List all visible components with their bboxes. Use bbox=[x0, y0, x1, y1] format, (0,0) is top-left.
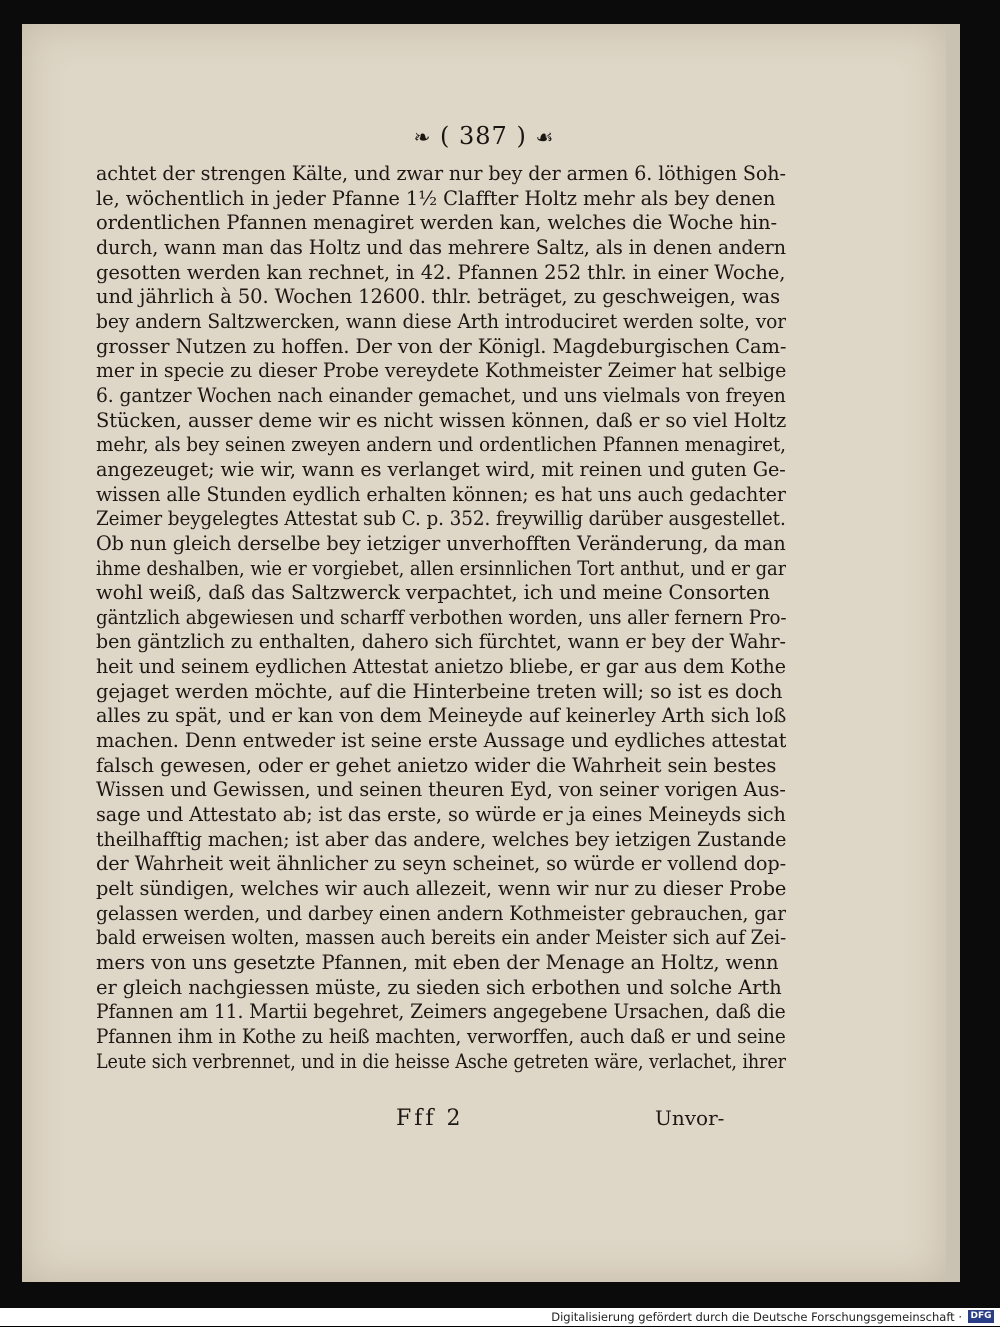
footer-bar bbox=[0, 1308, 1000, 1326]
text-line: gejaget werden möchte, auf die Hinterbeine treten will; so ist es doch bbox=[96, 679, 783, 703]
text-line: achtet der strengen Kälte, und zwar nur bey der armen 6. löthigen Soh- bbox=[96, 162, 786, 185]
text-line: und jährlich à 50. Wochen 12600. thlr. beträget, zu geschweigen, was bbox=[96, 285, 780, 309]
body-text bbox=[96, 162, 786, 1074]
text-line: machen. Denn entweder ist seine erste Aussage und eydliches attestat bbox=[96, 729, 787, 753]
text-line: mers von uns gesetzte Pfannen, mit eben der Menage an Holtz, wenn bbox=[96, 951, 779, 974]
text-line: alles zu spät, und er kan von dem Meineyde auf keinerley Arth sich loß bbox=[96, 704, 787, 728]
ornament-right-icon: ☙ bbox=[535, 125, 555, 149]
text-line: pelt sündigen, welches wir auch allezeit, wenn wir nur zu dieser Probe bbox=[96, 877, 786, 901]
text-line: Stücken, ausser deme wir es nicht wissen können, daß er so viel Holtz bbox=[96, 408, 787, 432]
text-line: bey andern Saltzwercken, wann diese Arth introduciret werden solte, vor bbox=[96, 309, 786, 333]
text-line: wissen alle Stunden eydlich erhalten können; es hat uns auch gedachter bbox=[96, 482, 786, 506]
text-line: gelassen werden, und darbey einen andern Kothmeister gebrauchen, gar bbox=[96, 901, 786, 925]
text-line: gesotten werden kan rechnet, in 42. Pfannen 252 thlr. in einer Woche, bbox=[96, 260, 786, 284]
dfg-logo-icon: DFG bbox=[968, 1310, 994, 1323]
text-line: der Wahrheit weit ähnlicher zu seyn scheinet, so würde er vollend dop- bbox=[96, 852, 786, 876]
text-line: le, wöchentlich in jeder Pfanne 1½ Claffter Holtz mehr als bey denen bbox=[96, 186, 776, 210]
text-line: ordentlichen Pfannen menagiret werden kan, welches die Woche hin- bbox=[96, 211, 777, 235]
text-line: wohl weiß, daß das Saltzwerck verpachtet, ich und meine Consorten bbox=[96, 581, 770, 605]
text-line: Pfannen ihm in Kothe zu heiß machten, verworffen, auch daß er und seine bbox=[96, 1024, 786, 1048]
text-line: angezeuget; wie wir, wann es verlanget wird, mit reinen und guten Ge- bbox=[96, 457, 786, 481]
text-line: ihme deshalben, wie er vorgiebet, allen ersinnlichen Tort anthut, und er gar bbox=[96, 556, 786, 580]
catchword: Unvor- bbox=[655, 1106, 725, 1130]
text-line: sage und Attestato ab; ist das erste, so würde er ja eines Meineyds sich bbox=[96, 803, 786, 827]
text-line: theilhafftig machen; ist aber das andere, welches bey ietzigen Zustande bbox=[96, 827, 786, 851]
text-line: mehr, als bey seinen zweyen andern und ordentlichen Pfannen menagiret, bbox=[96, 433, 786, 457]
text-line: Pfannen am 11. Martii begehret, Zeimers angegebene Ursachen, daß die bbox=[96, 1000, 786, 1024]
text-line: mer in specie zu dieser Probe vereydete Kothmeister Zeimer hat selbige bbox=[96, 359, 786, 383]
text-line: bald erweisen wolten, massen auch bereits ein ander Meister sich auf Zei- bbox=[96, 926, 786, 950]
text-line: Zeimer beygelegtes Attestat sub C. p. 352. freywillig darüber ausgestellet. bbox=[96, 507, 786, 531]
ornament-left-icon: ❧ bbox=[413, 125, 432, 149]
page-edge bbox=[946, 24, 960, 1282]
text-line: er gleich nachgiessen müste, zu sieden sich erbothen und solche Arth bbox=[96, 975, 782, 999]
text-line: Wissen und Gewissen, und seinen theuren Eyd, von seiner vorigen Aus- bbox=[96, 778, 786, 802]
funding-credit: Digitalisierung gefördert durch die Deutsche Forschungsgemeinschaft · bbox=[551, 1310, 962, 1324]
text-line: gäntzlich abgewiesen und scharff verbothen worden, uns aller fernern Pro- bbox=[96, 605, 787, 629]
text-line: durch, wann man das Holtz und das mehrere Saltz, als in denen andern bbox=[96, 235, 786, 259]
signature-mark: Fff 2 bbox=[396, 1106, 464, 1131]
text-line: grosser Nutzen zu hoffen. Der von der Königl. Magdeburgischen Cam- bbox=[96, 334, 786, 358]
page-header bbox=[22, 122, 946, 150]
text-line: Leute sich verbrennet, und in die heisse Asche getreten wäre, verlachet, ihrer bbox=[96, 1049, 786, 1073]
text-line: ben gäntzlich zu enthalten, dahero sich fürchtet, wann er bey der Wahr- bbox=[96, 630, 786, 654]
text-line: 6. gantzer Wochen nach einander gemachet, und uns vielmals von freyen bbox=[96, 383, 786, 407]
text-line: heit und seinem eydlichen Attestat anietzo bliebe, er gar aus dem Kothe bbox=[96, 655, 786, 679]
page-number: ( 387 ) bbox=[440, 122, 527, 150]
text-line: Ob nun gleich derselbe bey ietziger unverhofften Veränderung, da man bbox=[96, 531, 786, 555]
text-line: falsch gewesen, oder er gehet anietzo wider die Wahrheit sein bestes bbox=[96, 753, 777, 777]
book-page bbox=[22, 24, 946, 1282]
